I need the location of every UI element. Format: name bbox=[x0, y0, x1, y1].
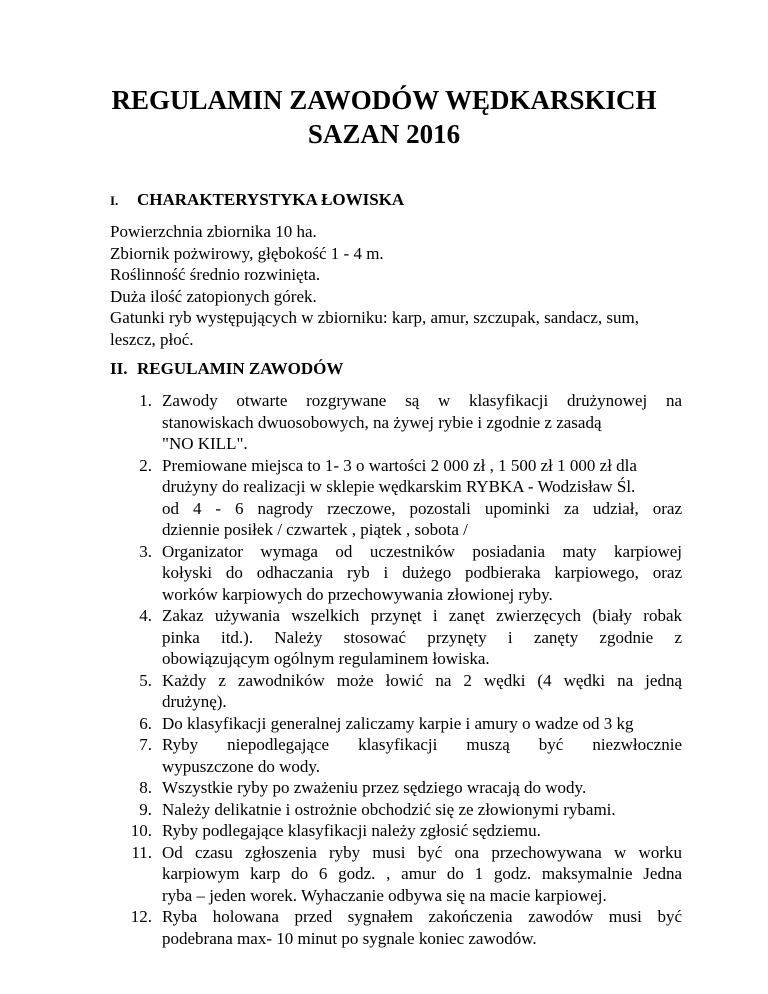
section-1-paragraph bbox=[110, 221, 680, 350]
paragraph-line: leszcz, płoć. bbox=[110, 329, 194, 349]
rule-number: 5. bbox=[139, 670, 152, 690]
rule-item bbox=[0, 605, 768, 670]
rule-line: Ryby niepodlegające klasyfikacji muszą być niezwłocznie bbox=[162, 735, 682, 754]
rule-text bbox=[162, 842, 682, 907]
rule-number: 3. bbox=[139, 541, 152, 561]
paragraph-line: Roślinność średnio rozwinięta. bbox=[110, 265, 321, 284]
rule-line: drużyny do realizacji w sklepie wędkarskim RYBKA - Wodzisław Śl. bbox=[162, 477, 636, 496]
rule-line: Premiowane miejsca to 1- 3 o wartości 2 000 zł , 1 500 zł 1 000 zł dla bbox=[162, 455, 637, 475]
rule-item bbox=[0, 455, 768, 541]
rule-line: ryba – jeden worek. Wyhaczanie odbywa się na macie karpiowej. bbox=[162, 885, 607, 905]
rule-line: worków karpiowych do przechowywania złowionej ryby. bbox=[162, 584, 553, 604]
rule-text bbox=[162, 455, 682, 541]
rule-item bbox=[0, 906, 768, 949]
rule-text bbox=[162, 605, 682, 670]
section-2-heading: REGULAMIN ZAWODÓW bbox=[137, 359, 344, 378]
title-line-1: REGULAMIN ZAWODÓW WĘDKARSKICH bbox=[111, 85, 657, 115]
rule-line: Do klasyfikacji generalnej zaliczamy karpie i amury o wadze od 3 kg bbox=[162, 713, 634, 733]
rule-line: stanowiskach dwuosobowych, na żywej rybie i zgodnie z zasadą bbox=[162, 412, 602, 432]
rule-line: wypuszczone do wody. bbox=[162, 756, 320, 776]
rule-line: dziennie posiłek / czwartek , piątek , sobota / bbox=[162, 520, 468, 539]
rule-item bbox=[0, 777, 768, 799]
rule-item bbox=[0, 713, 768, 735]
rule-text bbox=[162, 820, 682, 842]
rule-line: pinka itd.). Należy stosować przynęty i zanęty zgodnie z bbox=[162, 627, 682, 647]
rule-item bbox=[0, 390, 768, 455]
rule-number: 6. bbox=[139, 713, 152, 733]
rule-number: 8. bbox=[139, 778, 152, 797]
section-2-number: II. bbox=[110, 359, 128, 378]
rule-item bbox=[0, 820, 768, 842]
rule-number: 1. bbox=[139, 391, 152, 410]
rule-number: 2. bbox=[139, 455, 152, 475]
paragraph-line: Zbiornik pożwirowy, głębokość 1 - 4 m. bbox=[110, 243, 384, 263]
paragraph-line: Duża ilość zatopionych górek. bbox=[110, 286, 317, 306]
rule-number: 12. bbox=[130, 907, 152, 926]
rules-list bbox=[0, 390, 768, 949]
rule-item bbox=[0, 734, 768, 777]
rule-line: Zawody otwarte rozgrywane są w klasyfikacji drużynowej na bbox=[162, 391, 682, 410]
rule-text bbox=[162, 734, 682, 777]
rule-line: kołyski do odhaczania ryb i dużego podbieraka karpiowego, oraz bbox=[162, 563, 682, 582]
rule-text bbox=[162, 670, 682, 713]
rule-number: 7. bbox=[139, 735, 152, 754]
rule-line: Zakaz używania wszelkich przynęt i zanęt zwierzęcych (biały robak bbox=[162, 606, 682, 625]
rule-number: 9. bbox=[139, 799, 152, 819]
rule-item bbox=[0, 670, 768, 713]
document-title bbox=[0, 83, 768, 151]
rule-line: Ryby podlegające klasyfikacji należy zgłosić sędziemu. bbox=[162, 821, 541, 840]
rule-number: 11. bbox=[131, 842, 152, 862]
title-line-2: SAZAN 2016 bbox=[307, 119, 461, 149]
rule-text bbox=[162, 713, 682, 735]
rule-item bbox=[0, 799, 768, 821]
rule-line: Ryba holowana przed sygnałem zakończenia zawodów musi być bbox=[162, 907, 682, 926]
rule-text bbox=[162, 390, 682, 455]
rule-line: Każdy z zawodników może łowić na 2 wędki (4 wędki na jedną bbox=[162, 670, 682, 690]
rule-text bbox=[162, 541, 682, 606]
rule-item bbox=[0, 541, 768, 606]
rule-number: 4. bbox=[139, 606, 152, 625]
rule-number: 10. bbox=[130, 821, 152, 840]
rule-line: Organizator wymaga od uczestników posiadania maty karpiowej bbox=[162, 541, 682, 561]
section-1-heading: CHARAKTERYSTYKA ŁOWISKA bbox=[137, 190, 405, 209]
rule-line: Od czasu zgłoszenia ryby musi być ona przechowywana w worku bbox=[162, 842, 682, 862]
rule-line: podebrana max- 10 minut po sygnale koniec zawodów. bbox=[162, 928, 537, 948]
rule-line: "NO KILL". bbox=[162, 434, 248, 453]
rule-text bbox=[162, 799, 682, 821]
rule-line: karpiowym karp do 6 godz. , amur do 1 godz. maksymalnie Jedna bbox=[162, 864, 682, 883]
rule-item bbox=[0, 842, 768, 907]
rule-line: od 4 - 6 nagrody rzeczowe, pozostali upominki za udział, oraz bbox=[162, 498, 682, 518]
section-1-number: I. bbox=[110, 193, 119, 208]
rule-line: drużynę). bbox=[162, 692, 227, 711]
rule-text bbox=[162, 906, 682, 949]
rule-line: obowiązującym ogólnym regulaminem łowiska. bbox=[162, 649, 490, 668]
rule-line: Należy delikatnie i ostrożnie obchodzić się ze złowionymi rybami. bbox=[162, 799, 616, 819]
paragraph-line: Powierzchnia zbiornika 10 ha. bbox=[110, 222, 317, 241]
rule-line: Wszystkie ryby po zważeniu przez sędziego wracają do wody. bbox=[162, 778, 587, 797]
paragraph-line: Gatunki ryb występujących w zbiorniku: karp, amur, szczupak, sandacz, sum, bbox=[110, 308, 639, 327]
rule-text bbox=[162, 777, 682, 799]
